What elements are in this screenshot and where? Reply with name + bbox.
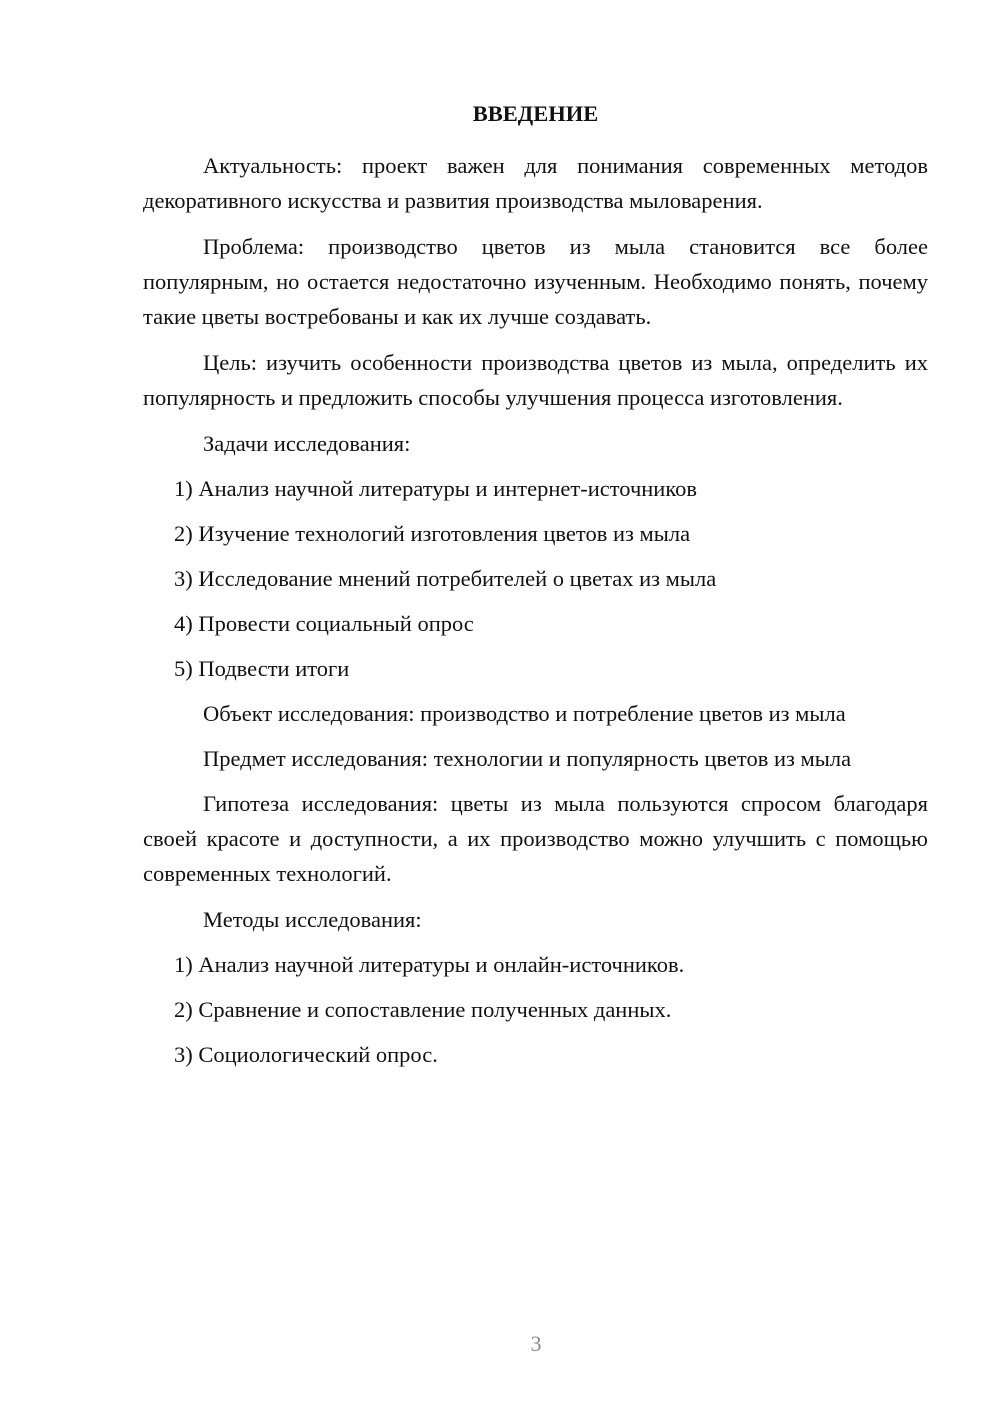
tasks-list — [143, 471, 928, 686]
list-item: 3) Исследование мнений потребителей о цветах из мыла — [174, 566, 717, 591]
hypothesis-paragraph: Гипотеза исследования: цветы из мыла пользуются спросом благодаря своей красоте и доступности, а их производство можно улучшить с помощью современных технологий. — [143, 791, 928, 886]
list-item: 2) Изучение технологий изготовления цветов из мыла — [174, 521, 691, 546]
methods-list — [143, 947, 928, 1072]
list-item: 2) Сравнение и сопоставление полученных данных. — [174, 997, 672, 1022]
goal-paragraph: Цель: изучить особенности производства цветов из мыла, определить их популярность и предложить способы улучшения процесса изготовления. — [143, 350, 928, 410]
section-title: ВВЕДЕНИЕ — [472, 101, 599, 126]
tasks-heading: Задачи исследования: — [203, 431, 411, 456]
relevance-paragraph: Актуальность: проект важен для понимания современных методов декоративного искусства и развития производства мыловарения. — [143, 153, 928, 213]
document-page — [143, 96, 928, 1082]
methods-heading: Методы исследования: — [203, 907, 422, 932]
list-item: 1) Анализ научной литературы и интернет-источников — [174, 476, 698, 501]
problem-paragraph: Проблема: производство цветов из мыла становится все более популярным, но остается недостаточно изученным. Необходимо понять, почему такие цветы востребованы и как их лучше создавать. — [143, 234, 928, 329]
subject-line: Предмет исследования: технологии и популярность цветов из мыла — [203, 746, 852, 771]
list-item: 4) Провести социальный опрос — [174, 611, 474, 636]
object-line: Объект исследования: производство и потребление цветов из мыла — [203, 701, 846, 726]
page-number: 3 — [530, 1331, 542, 1356]
list-item: 5) Подвести итоги — [174, 656, 350, 681]
list-item: 1) Анализ научной литературы и онлайн-источников. — [174, 952, 685, 977]
list-item: 3) Социологический опрос. — [174, 1042, 438, 1067]
